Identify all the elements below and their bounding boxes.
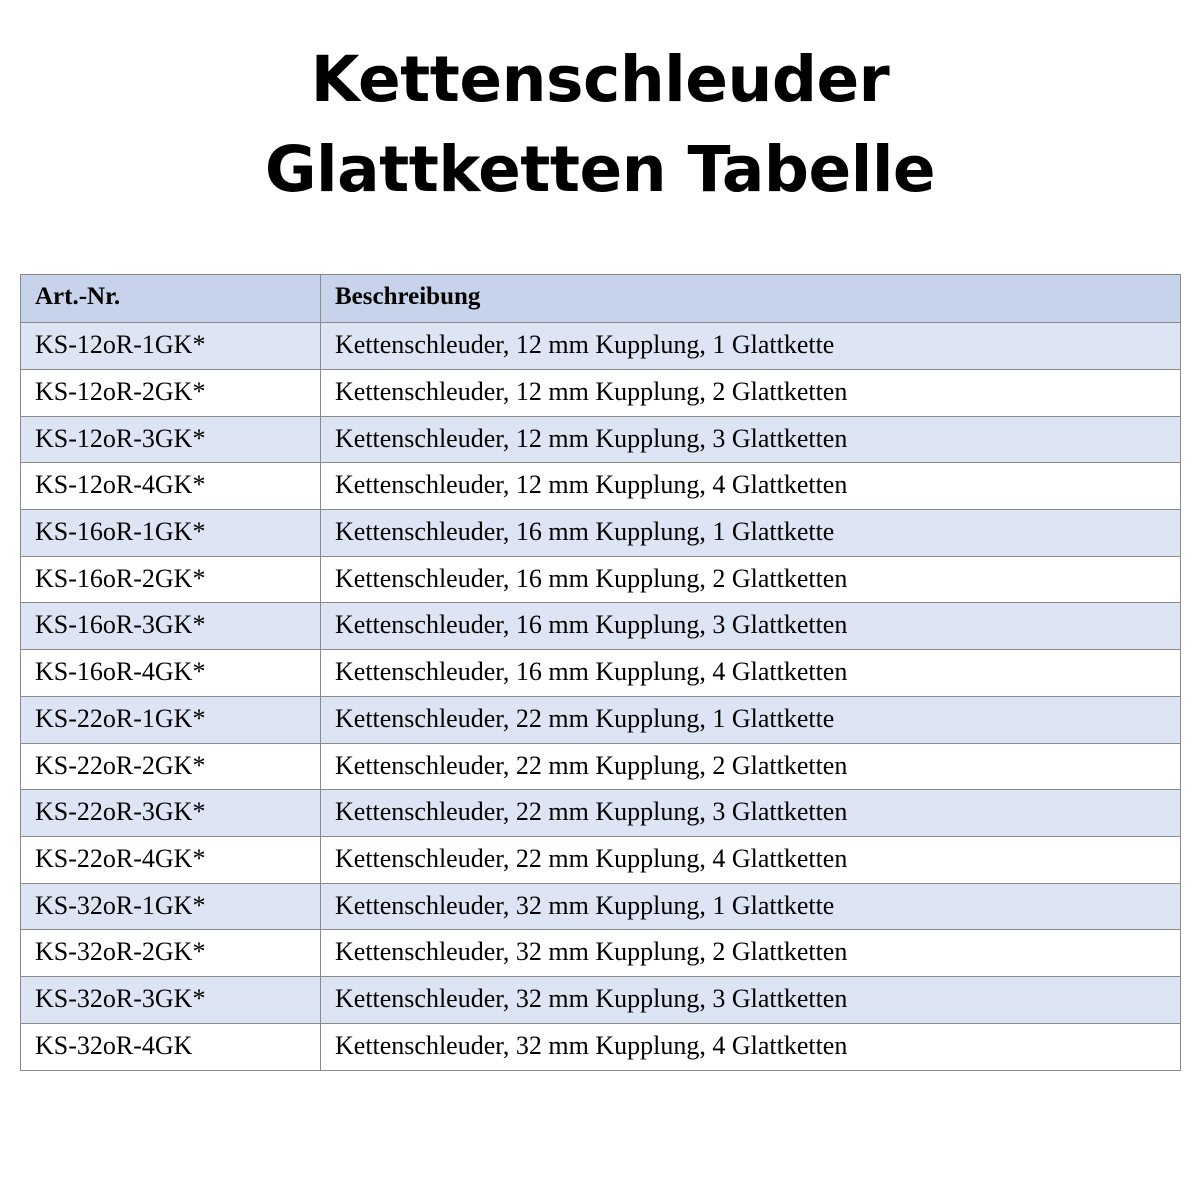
table-row [21, 603, 1181, 650]
cell-beschreibung: Kettenschleuder, 12 mm Kupplung, 3 Glattketten [321, 416, 1181, 463]
cell-art-nr: KS-22oR-2GK* [21, 743, 321, 790]
cell-art-nr: KS-16oR-4GK* [21, 650, 321, 697]
cell-art-nr: KS-22oR-4GK* [21, 836, 321, 883]
cell-beschreibung: Kettenschleuder, 16 mm Kupplung, 2 Glattketten [321, 556, 1181, 603]
table-row [21, 369, 1181, 416]
table-row [21, 883, 1181, 930]
table-row [21, 509, 1181, 556]
cell-art-nr: KS-12oR-2GK* [21, 369, 321, 416]
table-body [21, 323, 1181, 1071]
table-header-row [21, 275, 1181, 323]
cell-beschreibung: Kettenschleuder, 22 mm Kupplung, 1 Glattkette [321, 696, 1181, 743]
table-row [21, 790, 1181, 837]
table-row [21, 650, 1181, 697]
table-row [21, 463, 1181, 510]
cell-art-nr: KS-22oR-3GK* [21, 790, 321, 837]
page-title-line-2: Glattketten Tabelle [264, 133, 936, 207]
cell-beschreibung: Kettenschleuder, 32 mm Kupplung, 3 Glattketten [321, 977, 1181, 1024]
page-title-line-1: Kettenschleuder [310, 43, 890, 116]
cell-beschreibung: Kettenschleuder, 32 mm Kupplung, 1 Glattkette [321, 883, 1181, 930]
table-row [21, 743, 1181, 790]
cell-art-nr: KS-22oR-1GK* [21, 696, 321, 743]
cell-art-nr: KS-32oR-4GK [21, 1023, 321, 1070]
table-row [21, 977, 1181, 1024]
cell-art-nr: KS-16oR-1GK* [21, 509, 321, 556]
cell-art-nr: KS-16oR-3GK* [21, 603, 321, 650]
table-header [21, 275, 1181, 323]
cell-beschreibung: Kettenschleuder, 16 mm Kupplung, 4 Glattketten [321, 650, 1181, 697]
cell-beschreibung: Kettenschleuder, 16 mm Kupplung, 1 Glattkette [321, 509, 1181, 556]
cell-beschreibung: Kettenschleuder, 22 mm Kupplung, 4 Glattketten [321, 836, 1181, 883]
cell-beschreibung: Kettenschleuder, 32 mm Kupplung, 4 Glattketten [321, 1023, 1181, 1070]
cell-beschreibung: Kettenschleuder, 32 mm Kupplung, 2 Glattketten [321, 930, 1181, 977]
column-header-art-nr: Art.-Nr. [21, 275, 321, 323]
cell-beschreibung: Kettenschleuder, 22 mm Kupplung, 2 Glattketten [321, 743, 1181, 790]
cell-art-nr: KS-32oR-2GK* [21, 930, 321, 977]
cell-beschreibung: Kettenschleuder, 22 mm Kupplung, 3 Glattketten [321, 790, 1181, 837]
column-header-beschreibung: Beschreibung [321, 275, 1181, 323]
cell-art-nr: KS-32oR-1GK* [21, 883, 321, 930]
cell-beschreibung: Kettenschleuder, 12 mm Kupplung, 1 Glattkette [321, 323, 1181, 370]
table-row [21, 323, 1181, 370]
cell-beschreibung: Kettenschleuder, 16 mm Kupplung, 3 Glattketten [321, 603, 1181, 650]
spec-table-container [20, 274, 1180, 1071]
cell-art-nr: KS-16oR-2GK* [21, 556, 321, 603]
page-title [0, 0, 1200, 207]
table-row [21, 836, 1181, 883]
cell-art-nr: KS-32oR-3GK* [21, 977, 321, 1024]
cell-beschreibung: Kettenschleuder, 12 mm Kupplung, 4 Glattketten [321, 463, 1181, 510]
glattketten-table [20, 274, 1181, 1071]
table-row [21, 930, 1181, 977]
table-row [21, 696, 1181, 743]
table-row [21, 556, 1181, 603]
table-row [21, 1023, 1181, 1070]
cell-art-nr: KS-12oR-1GK* [21, 323, 321, 370]
cell-art-nr: KS-12oR-4GK* [21, 463, 321, 510]
cell-art-nr: KS-12oR-3GK* [21, 416, 321, 463]
table-row [21, 416, 1181, 463]
cell-beschreibung: Kettenschleuder, 12 mm Kupplung, 2 Glattketten [321, 369, 1181, 416]
